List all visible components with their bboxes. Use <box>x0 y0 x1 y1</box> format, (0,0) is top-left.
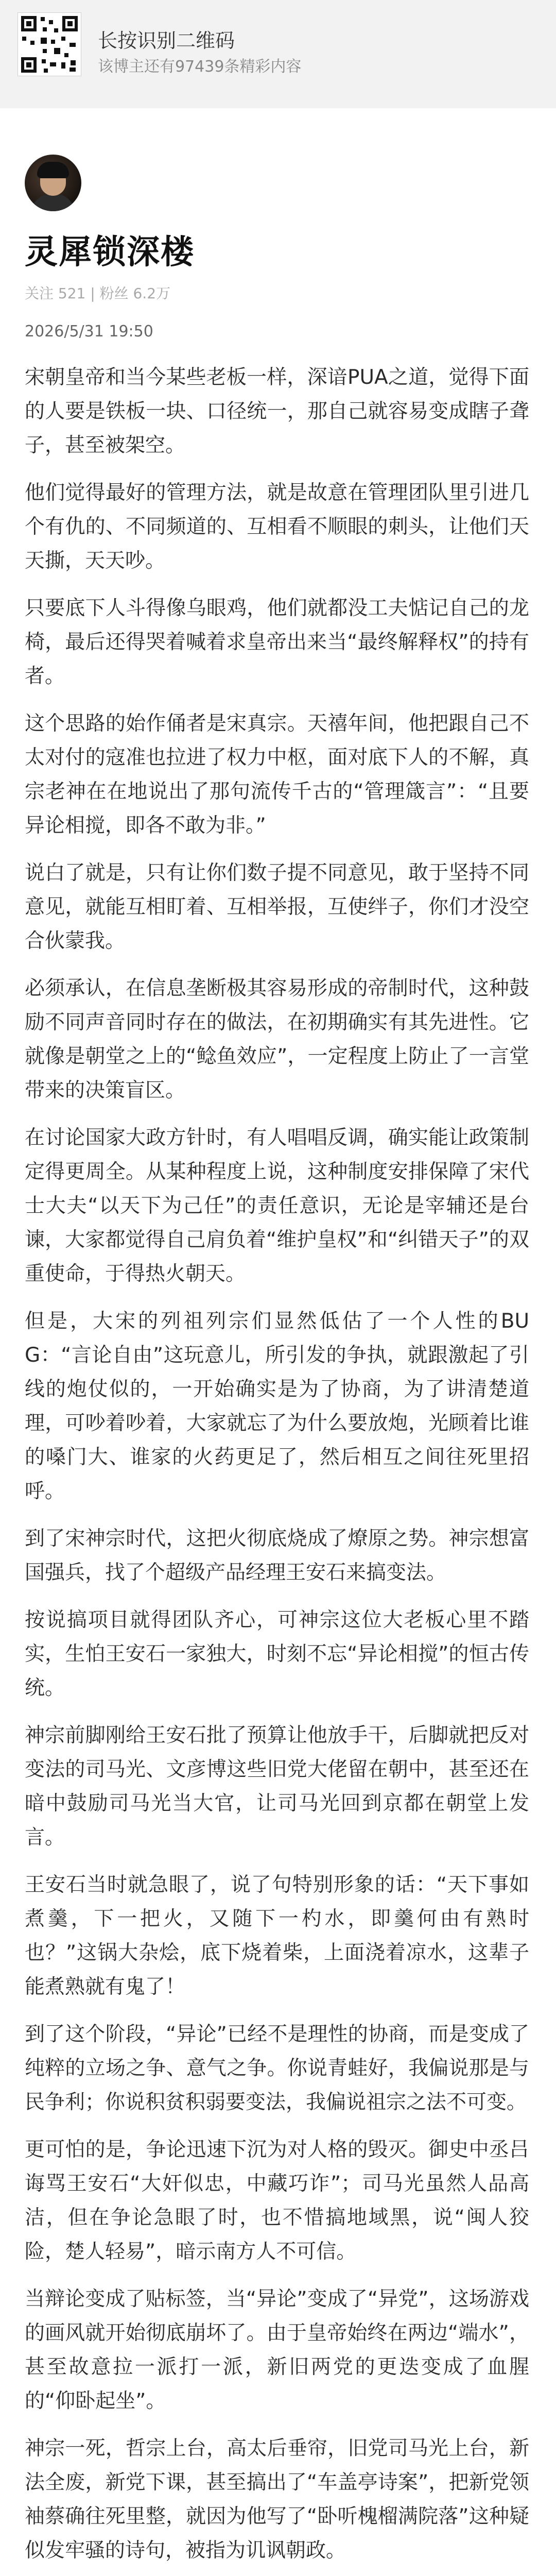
article-paragraph: 但是，大宋的列祖列宗们显然低估了一个人性的BUG：“言论自由”这玩意儿，所引发的争执，就跟激起了引线的炮仗似的，一开始确实是为了协商，为了讲清楚道理，可吵着吵着，大家就忘了为什么要放炮，光顾着比谁的嗓门大、谁家的火药更足了，然后相互之间往死里招呼。 <box>25 1310 529 1503</box>
article-paragraph: 宋朝皇帝和当今某些老板一样，深谙PUA之道，觉得下面的人要是铁板一块、口径统一，那自己就容易变成瞎子聋子，甚至被架空。 <box>25 366 529 457</box>
article-paragraph: 到了这个阶段，“异论”已经不是理性的协商，而是变成了纯粹的立场之争、意气之争。你说青蛙好，我偏说那是与民争利；你说积贫积弱要变法，我偏说祖宗之法不可变。 <box>25 2023 529 2114</box>
article-paragraph: 按说搞项目就得团队齐心，可神宗这位大老板心里不踏实，生怕王安石一家独大，时刻不忘“异论相搅”的恒古传统。 <box>25 1608 529 1700</box>
account-name[interactable]: 灵犀锁深楼 <box>25 233 195 272</box>
avatar-hair-shape <box>37 162 69 178</box>
avatar-body-shape <box>31 194 75 211</box>
qr-code-icon[interactable] <box>18 12 81 76</box>
avatar[interactable] <box>25 155 81 211</box>
article-paragraph: 王安石当时就急眼了，说了句特别形象的话：“天下事如煮羹，下一把火，又随下一杓水，即羹何由有熟时也？”这锅大杂烩，底下烧着柴，上面浇着凉水，这辈子能煮熟就有鬼了！ <box>25 1873 529 1998</box>
article-paragraph: 这个思路的始作俑者是宋真宗。天禧年间，他把跟自己不太对付的寇准也拉进了权力中枢，面对底下人的不解，真宗老神在在地说出了那句流传千古的“管理箴言”：“且要异论相搅，即各不敢为非。” <box>25 712 529 837</box>
account-stats: 关注 521 | 粉丝 6.2万 <box>25 285 171 302</box>
post-date: 2026/5/31 19:50 <box>25 323 153 341</box>
qr-title: 长按识别二维码 <box>98 29 235 52</box>
article-body <box>25 361 529 2576</box>
article-paragraph: 到了宋神宗时代，这把火彻底烧成了燎原之势。神宗想富国强兵，找了个超级产品经理王安石来搞变法。 <box>25 1527 529 1584</box>
article-paragraph: 在讨论国家大政方针时，有人唱唱反调，确实能让政策制定得更周全。从某种程度上说，这种制度安排保障了宋代士大夫“以天下为己任”的责任意识，无论是宰辅还是台谏，大家都觉得自己肩负着“维护皇权”和“纠错天子”的双重使命，于得热火朝天。 <box>25 1126 529 1285</box>
qr-subtitle: 该博主还有97439条精彩内容 <box>98 58 302 76</box>
article-paragraph: 神宗一死，哲宗上台，高太后垂帘，旧党司马光上台，新法全废，新党下课，甚至搞出了“车盖亭诗案”，把新党领袖蔡确往死里整，就因为他写了“卧听槐榴满院落”这种疑似发牢骚的诗句，被指为讥讽朝政。 <box>25 2437 529 2562</box>
qr-promo-banner[interactable] <box>0 0 556 108</box>
article-paragraph: 他们觉得最好的管理方法，就是故意在管理团队里引进几个有仇的、不同频道的、互相看不顺眼的刺头，让他们天天撕，天天吵。 <box>25 481 529 572</box>
article-paragraph: 只要底下人斗得像乌眼鸡，他们就都没工夫惦记自己的龙椅，最后还得哭着喊着求皇帝出来当“最终解释权”的持有者。 <box>25 597 529 688</box>
article-paragraph: 必须承认，在信息垄断极其容易形成的帝制时代，这种鼓励不同声音同时存在的做法，在初期确实有其先进性。它就像是朝堂之上的“鲶鱼效应”，一定程度上防止了一言堂带来的决策盲区。 <box>25 977 529 1102</box>
article-paragraph: 更可怕的是，争论迅速下沉为对人格的毁灭。御史中丞吕诲骂王安石“大奸似忠，中藏巧诈”；司马光虽然人品高洁，但在争论急眼了时，也不惜搞地域黑，说“闽人狡险，楚人轻易”，暗示南方人不可信。 <box>25 2138 529 2263</box>
article-paragraph: 神宗前脚刚给王安石批了预算让他放手干，后脚就把反对变法的司马光、文彦博这些旧党大佬留在朝中，甚至还在暗中鼓励司马光当大官，让司马光回到京都在朝堂上发言。 <box>25 1724 529 1849</box>
article-paragraph: 当辩论变成了贴标签，当“异论”变成了“异党”，这场游戏的画风就开始彻底崩坏了。由于皇帝始终在两边“端水”，甚至故意拉一派打一派，新旧两党的更迭变成了血腥的“仰卧起坐”。 <box>25 2287 529 2413</box>
article-paragraph: 说白了就是，只有让你们数子提不同意见，敢于坚持不同意见，就能互相盯着、互相举报，互使绊子，你们才没空合伙蒙我。 <box>25 861 529 953</box>
